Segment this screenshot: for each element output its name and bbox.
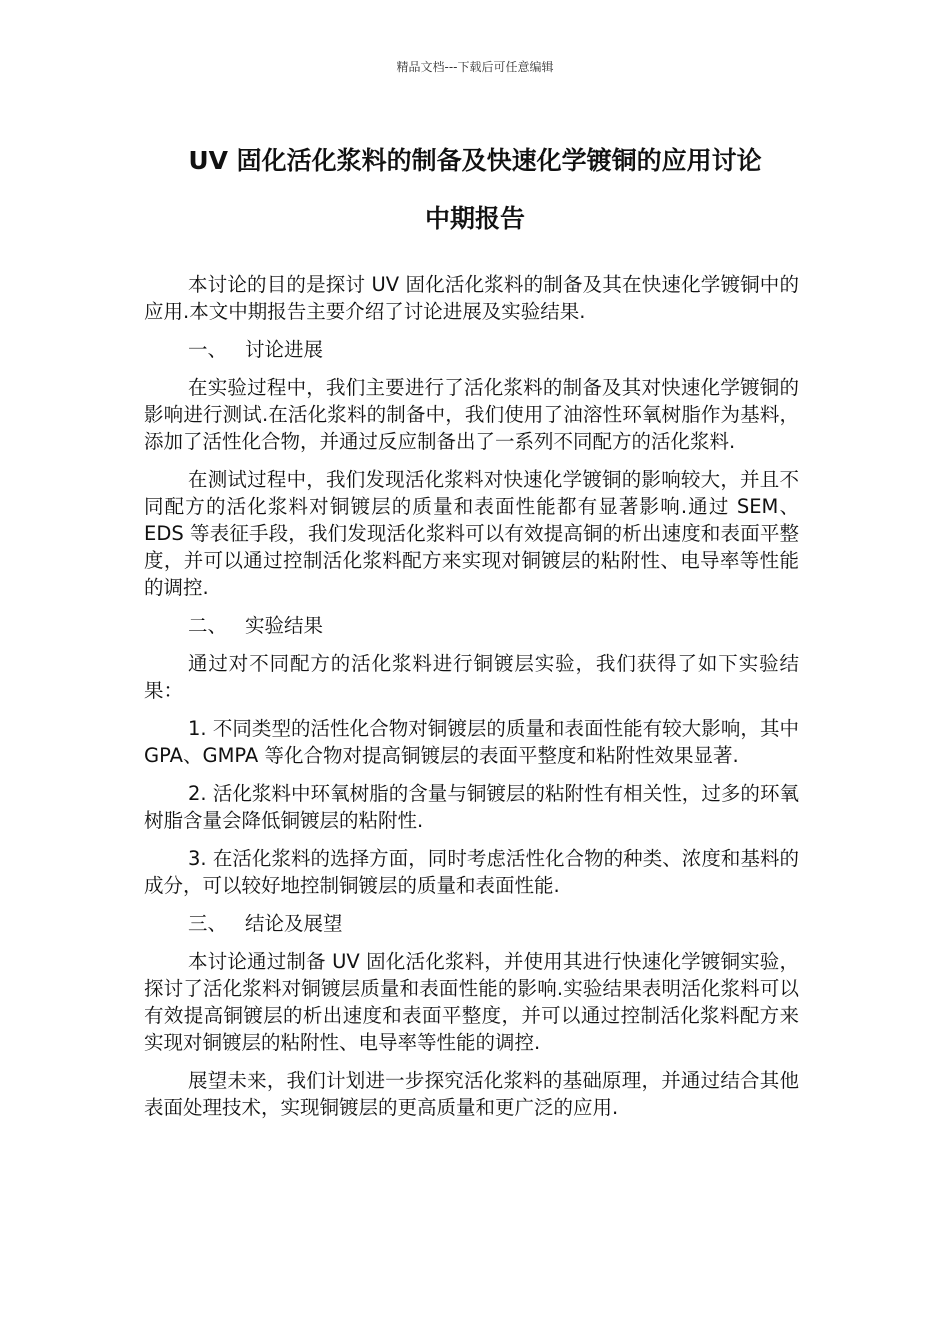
body-paragraph: 在测试过程中，我们发现活化浆料对快速化学镀铜的影响较大，并且不同配方的活化浆料对铜镀层的质量和表面性能都有显著影响.通过 SEM、EDS 等表征手段，我们发现活化浆料可以有效提高铜的析出速度和表面平整度，并可以通过控制活化浆料配方来实现对铜镀层的粘附性、电导率等性能的调控.: [144, 468, 799, 599]
section-number: 一、: [188, 338, 228, 361]
intro-paragraph: 本讨论的目的是探讨 UV 固化活化浆料的制备及其在快速化学镀铜中的应用.本文中期报告主要介绍了讨论进展及实验结果.: [144, 273, 799, 323]
header-note: 精品文档---下载后可任意编辑: [396, 60, 554, 74]
section-title: 讨论进展: [245, 338, 324, 361]
section-number: 二、: [188, 614, 228, 637]
section-heading-results: [144, 612, 799, 639]
result-item: 1. 不同类型的活性化合物对铜镀层的质量和表面性能有较大影响，其中 GPA、GMPA 等化合物对提高铜镀层的表面平整度和粘附性效果显著.: [144, 717, 799, 767]
body-paragraph: 本讨论通过制备 UV 固化活化浆料，并使用其进行快速化学镀铜实验，探讨了活化浆料对铜镀层质量和表面性能的影响.实验结果表明活化浆料可以有效提高铜镀层的析出速度和表面平整度，并可以通过控制活化浆料配方来实现对铜镀层的粘附性、电导率等性能的调控.: [144, 950, 799, 1054]
title-line-1: UV 固化活化浆料的制备及快速化学镀铜的应用讨论: [188, 146, 762, 175]
document-body: [144, 271, 799, 1132]
section-heading-conclusion: [144, 910, 799, 937]
body-paragraph: 通过对不同配方的活化浆料进行铜镀层实验，我们获得了如下实验结果：: [144, 652, 799, 702]
title-line-2: 中期报告: [424, 204, 525, 233]
document-title: [100, 132, 850, 248]
section-heading-progress: [144, 336, 799, 363]
result-item: 3. 在活化浆料的选择方面，同时考虑活性化合物的种类、浓度和基料的成分，可以较好地控制铜镀层的质量和表面性能.: [144, 847, 799, 897]
section-number: 三、: [188, 912, 228, 935]
body-paragraph: 在实验过程中，我们主要进行了活化浆料的制备及其对快速化学镀铜的影响进行测试.在活化浆料的制备中，我们使用了油溶性环氧树脂作为基料，添加了活性化合物，并通过反应制备出了一系列不同配方的活化浆料.: [144, 376, 799, 453]
result-item: 2. 活化浆料中环氧树脂的含量与铜镀层的粘附性有相关性，过多的环氧树脂含量会降低铜镀层的粘附性.: [144, 782, 799, 832]
body-paragraph: 展望未来，我们计划进一步探究活化浆料的基础原理，并通过结合其他表面处理技术，实现铜镀层的更高质量和更广泛的应用.: [144, 1069, 799, 1119]
section-title: 结论及展望: [245, 912, 343, 935]
section-title: 实验结果: [245, 614, 324, 637]
